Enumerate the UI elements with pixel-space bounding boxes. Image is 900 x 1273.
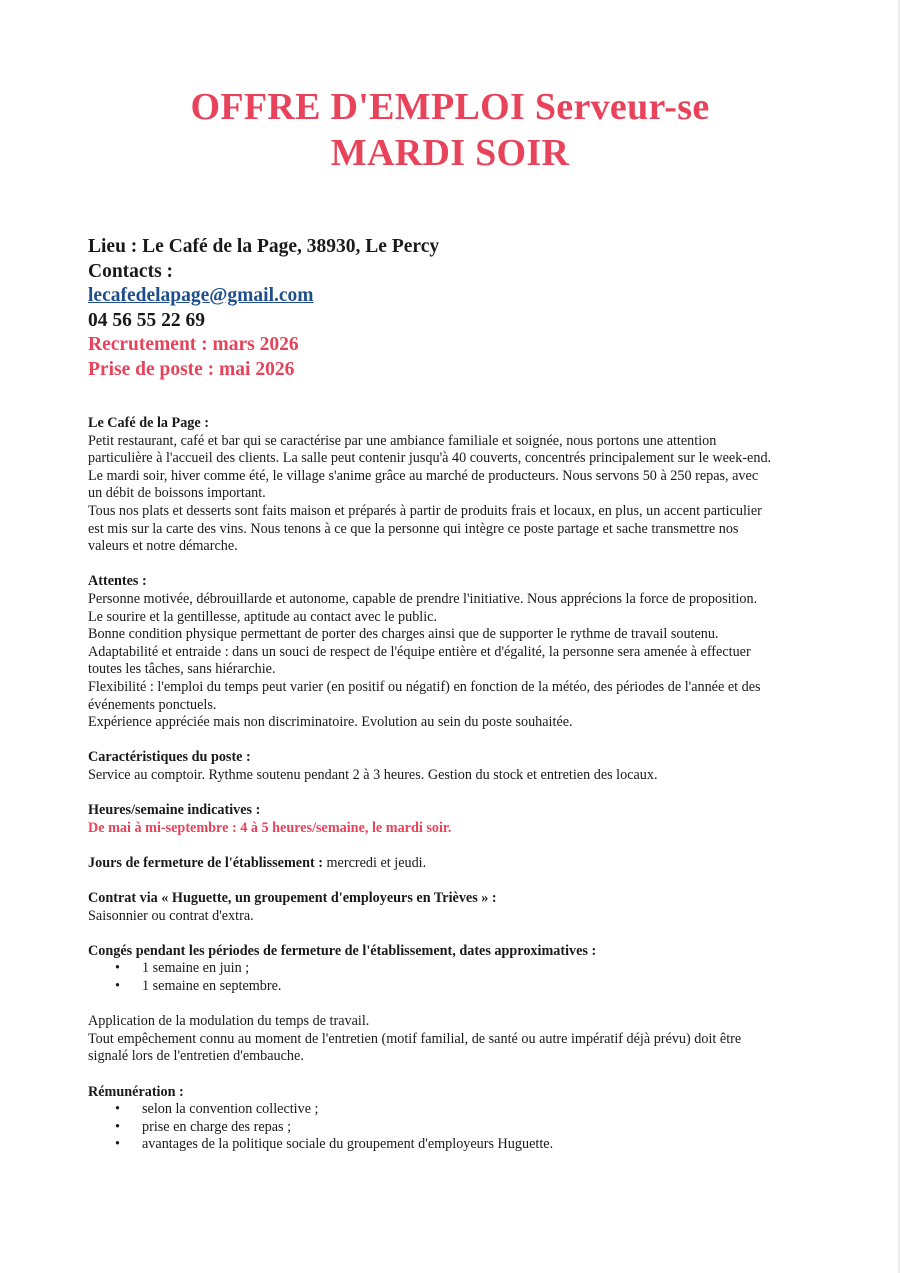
- bullet-icon: •: [115, 1118, 120, 1135]
- attentes-line: événements ponctuels.: [88, 696, 217, 713]
- heures-heading: Heures/semaine indicatives :: [88, 802, 261, 819]
- cafe-line: Petit restaurant, café et bar qui se caractérise par une ambiance familiale et soignée, nous portons une attention: [88, 432, 717, 449]
- list-item: • avantages de la politique sociale du groupement d'employeurs Huguette.: [115, 1136, 554, 1153]
- cafe-line: un débit de boissons important.: [88, 485, 266, 502]
- modulation-line: Tout empêchement connu au moment de l'entretien (motif familial, de santé ou autre impératif déjà prévu) doit être: [88, 1030, 742, 1047]
- list-item: • selon la convention collective ;: [115, 1101, 319, 1118]
- attentes-line: Personne motivée, débrouillarde et autonome, capable de prendre l'initiative. Nous apprécions la force de proposition.: [88, 590, 758, 607]
- caracteristiques-heading: Caractéristiques du poste :: [88, 749, 251, 766]
- list-item: • prise en charge des repas ;: [115, 1118, 292, 1135]
- conges-heading: Congés pendant les périodes de fermeture de l'établissement, dates approximatives :: [88, 942, 597, 959]
- title-line-2: MARDI SOIR: [330, 132, 570, 174]
- remuneration-list: [88, 1101, 816, 1154]
- page-title: [0, 84, 900, 176]
- cafe-heading: Le Café de la Page :: [88, 415, 209, 431]
- modulation-line: signalé lors de l'entretien d'embauche.: [88, 1048, 304, 1065]
- cafe-line: Tous nos plats et desserts sont faits maison et préparés à partir de produits frais et locaux, en plus, un accent particulier: [88, 502, 762, 519]
- list-item: • 1 semaine en juin ;: [115, 960, 250, 977]
- attentes-line: Le sourire et la gentillesse, aptitude au contact avec le public.: [88, 608, 438, 625]
- attentes-line: Expérience appréciée mais non discriminatoire. Evolution au sein du poste souhaitée.: [88, 714, 573, 731]
- bullet-icon: •: [115, 960, 120, 977]
- heures-text: De mai à mi-septembre : 4 à 5 heures/semaine, le mardi soir.: [88, 819, 452, 836]
- contrat-heading: Contrat via « Huguette, un groupement d'employeurs en Trièves » :: [88, 890, 497, 907]
- bullet-icon: •: [115, 1101, 120, 1118]
- recrutement-date: Recrutement : mars 2026: [88, 334, 299, 356]
- caracteristiques-text: Service au comptoir. Rythme soutenu pendant 2 à 3 heures. Gestion du stock et entretien des locaux.: [88, 766, 658, 783]
- attentes-line: toutes les tâches, sans hiérarchie.: [88, 661, 276, 678]
- lieu-line: Lieu : Le Café de la Page, 38930, Le Percy: [88, 236, 440, 257]
- phone-number: 04 56 55 22 69: [88, 309, 205, 331]
- attentes-line: Adaptabilité et entraide : dans un souci de respect de l'équipe entière et d'égalité, la personne sera amenée à effectuer: [88, 643, 751, 660]
- title-line-1: OFFRE D'EMPLOI Serveur-se: [190, 86, 710, 128]
- email-link[interactable]: lecafedelapage@gmail.com: [88, 285, 314, 307]
- list-item: • 1 semaine en septembre.: [115, 978, 282, 994]
- attentes-heading: Attentes :: [88, 573, 147, 590]
- contact-block: [88, 235, 439, 383]
- prise-de-poste-date: Prise de poste : mai 2026: [88, 358, 295, 380]
- modulation-line: Application de la modulation du temps de travail.: [88, 1013, 370, 1030]
- cafe-line: est mis sur la carte des vins. Nous tenons à ce que la personne qui intègre ce poste partage et sache transmettre nos: [88, 520, 739, 537]
- document-body: [88, 415, 816, 1154]
- contrat-text: Saisonnier ou contrat d'extra.: [88, 907, 254, 924]
- cafe-line: Le mardi soir, hiver comme été, le village s'anime grâce au marché de producteurs. Nous servons 50 à 250 repas, avec: [88, 467, 759, 484]
- fermeture-heading: Jours de fermeture de l'établissement :: [88, 854, 323, 871]
- remuneration-heading: Rémunération :: [88, 1083, 184, 1100]
- bullet-icon: •: [115, 978, 120, 994]
- attentes-line: Flexibilité : l'emploi du temps peut varier (en positif ou négatif) en fonction de la météo, des périodes de l'année et des: [88, 678, 761, 695]
- cafe-line: valeurs et notre démarche.: [88, 538, 238, 555]
- conges-list: [88, 960, 816, 995]
- bullet-icon: •: [115, 1136, 120, 1153]
- cafe-line: particulière à l'accueil des clients. La salle peut contenir jusqu'à 40 couverts, concentrés principalement sur le week-end.: [88, 450, 772, 467]
- contacts-label: Contacts :: [88, 260, 174, 282]
- fermeture-text: mercredi et jeudi.: [322, 854, 427, 871]
- attentes-line: Bonne condition physique permettant de porter des charges ainsi que de supporter le rythme de travail soutenu.: [88, 626, 719, 643]
